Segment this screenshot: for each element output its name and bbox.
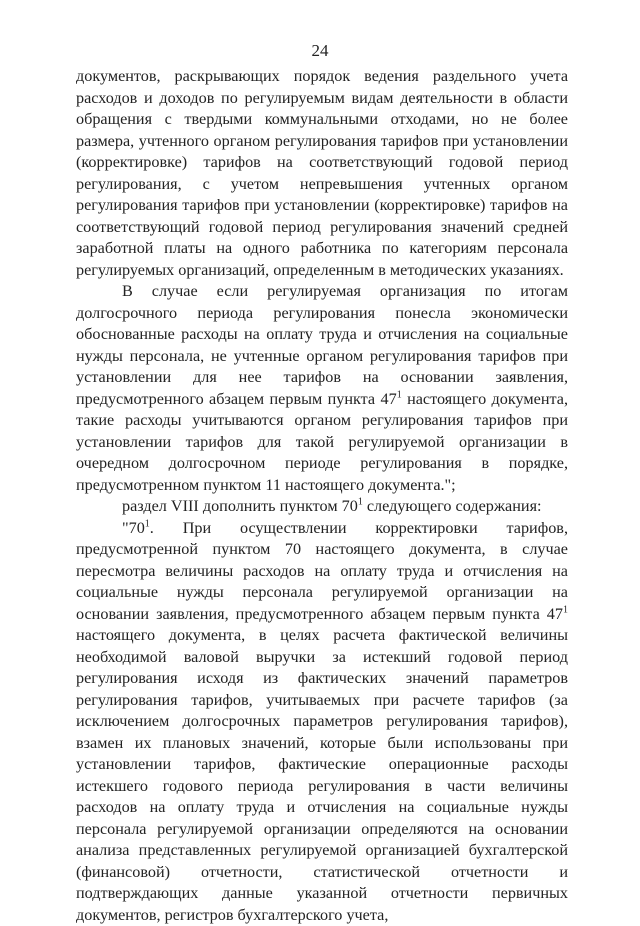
- paragraph-text: настоящего документа, в целях расчета фактической величины необходимой валовой выручки за истекший годовой период регулирования исходя из фактических значений параметров регулирования тарифов, учитываемых при расчете тарифов (за исключением долгосрочных параметров регулирования тарифов), взамен их плановых значений, которые были использованы при установлении тарифов, фактические операционные расходы истекшего годового периода регулирования в части величины расходов на оплату труда и отчисления на социальные нужды персонала регулируемой организации определяются на основании анализа представленных регулируемой организацией бухгалтерской (финансовой) отчетности, статистической отчетности и подтверждающих данные указанной отчетности первичных документов, регистров бухгалтерского учета,: [76, 626, 568, 924]
- paragraph-text: "70: [122, 519, 145, 537]
- paragraph-text: настоящего документа, такие расходы учитываются органом регулирования тарифов при установлении тарифов для такой регулируемой организации в очередном долгосрочном периоде регулирования в порядке, предусмотренном пунктом 11 настоящего документа.";: [76, 390, 568, 494]
- document-body: [76, 66, 568, 926]
- paragraph-section-amendment: [76, 496, 568, 518]
- page-number: 24: [0, 41, 640, 61]
- superscript: 1: [397, 389, 402, 400]
- paragraph-text: В случае если регулируемая организация по итогам долгосрочного периода регулирования понесла экономически обоснованные расходы на оплату труда и отчисления на социальные нужды персонала, не учтенные органом регулирования тарифов при установлении для нее тарифов на основании заявления, предусмотренного абзацем первым пункта 47: [76, 282, 568, 408]
- paragraph-text: . При осуществлении корректировки тарифов, предусмотренной пунктом 70 настоящего документа, в случае пересмотра величины расходов на оплату труда и отчисления на социальные нужды персонала регулируемой организации на основании заявления, предусмотренного абзацем первым пункта 47: [76, 519, 568, 623]
- paragraph-continuation: документов, раскрывающих порядок ведения раздельного учета расходов и доходов по регулируемым видам деятельности в области обращения с твердыми коммунальными отходами, но не более размера, учтенного органом регулирования тарифов при установлении (корректировке) тарифов на соответствующий годовой период регулирования, с учетом непревышения учтенных органом регулирования тарифов при установлении (корректировке) тарифов на соответствующий годовой период регулирования значений средней заработной платы на одного работника по категориям персонала регулируемых организаций, определенным в методических указаниях.: [76, 66, 568, 281]
- paragraph-text: раздел VIII дополнить пунктом 70: [122, 497, 358, 515]
- paragraph-expenses-case: [76, 281, 568, 496]
- superscript: 1: [358, 497, 363, 508]
- paragraph-text: следующего содержания:: [363, 497, 542, 515]
- paragraph-item-70-1: [76, 518, 568, 926]
- superscript: 1: [563, 604, 568, 615]
- superscript: 1: [145, 518, 150, 529]
